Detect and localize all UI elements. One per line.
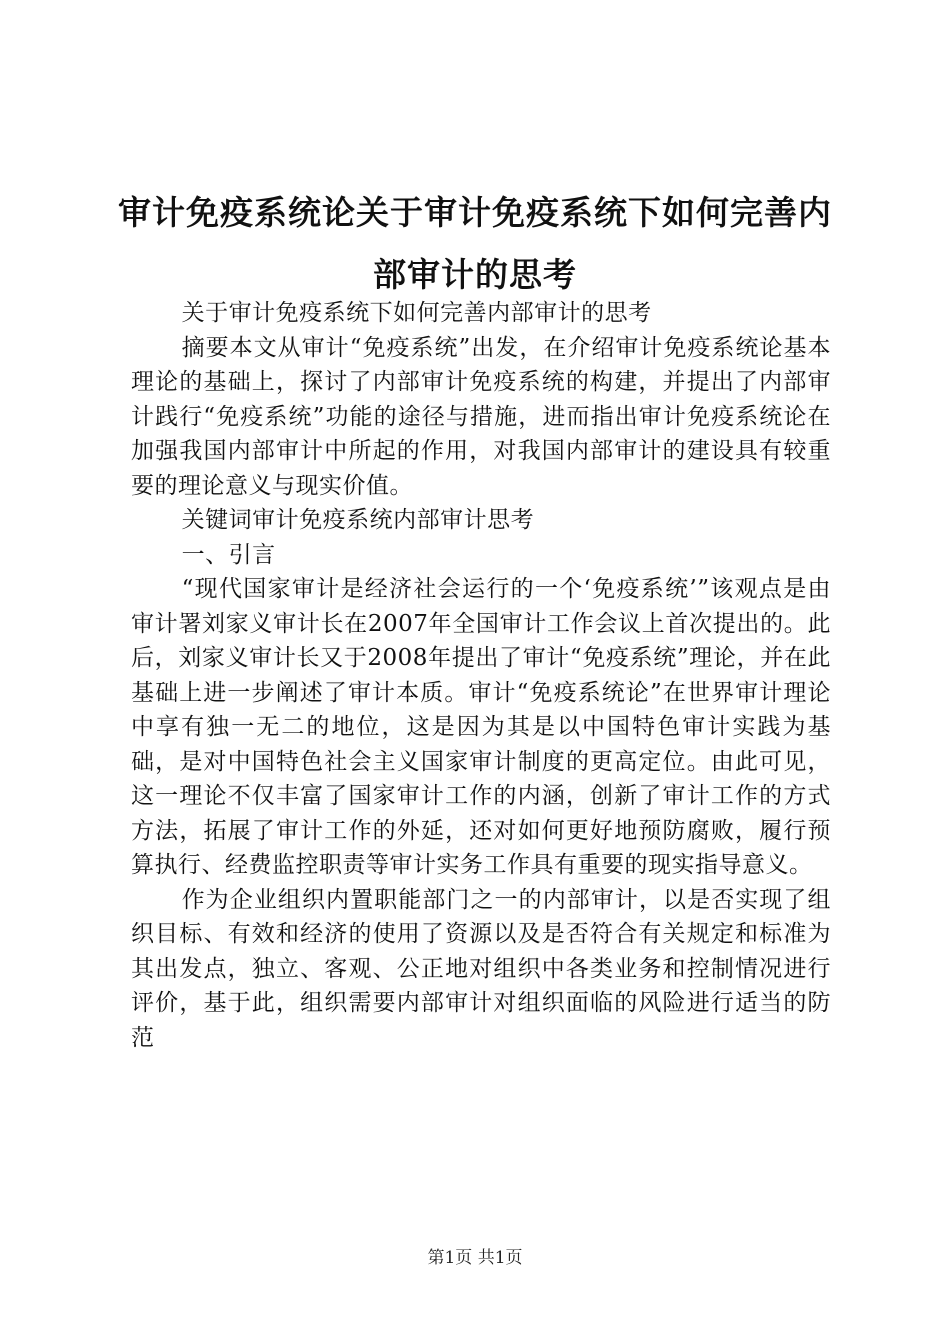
document-body — [131, 296, 831, 1055]
paragraph-keywords: 关键词审计免疫系统内部审计思考 — [181, 507, 535, 533]
paragraph-subtitle: 关于审计免疫系统下如何完善内部审计的思考 — [181, 300, 652, 326]
page-footer: 第1页 共1页 — [427, 1248, 523, 1268]
section-heading-introduction: 一、引言 — [181, 541, 276, 568]
paragraph-abstract: 摘要本文从审计“免疫系统”出发，在介绍审计免疫系统论基本理论的基础上，探讨了内部审计免疫系统的构建，并提出了内部审计践行“免疫系统”功能的途径与措施，进而指出审计免疫系统论在加强我国内部审计中所起的作用，对我国内部审计的建设具有较重要的理论意义与现实价值。 — [131, 334, 831, 499]
document-title: 审计免疫系统论关于审计免疫系统下如何完善内部审计的思考 — [118, 193, 832, 294]
paragraph-introduction-1: “现代国家审计是经济社会运行的一个‘免疫系统’”该观点是由审计署刘家义审计长在2007年全国审计工作会议上首次提出的。此后，刘家义审计长又于2008年提出了审计“免疫系统”理论，并在此基础上进一步阐述了审计本质。审计“免疫系统论”在世界审计理论中享有独一无二的地位，这是因为其是以中国特色审计实践为基础，是对中国特色社会主义国家审计制度的更高定位。由此可见，这一理论不仅丰富了国家审计工作的内涵，创新了审计工作的方式方法，拓展了审计工作的外延，还对如何更好地预防腐败，履行预算执行、经费监控职责等审计实务工作具有重要的现实指导意义。 — [131, 576, 831, 878]
paragraph-introduction-2: 作为企业组织内置职能部门之一的内部审计，以是否实现了组织目标、有效和经济的使用了资源以及是否符合有关规定和标准为其出发点，独立、客观、公正地对组织中各类业务和控制情况进行评价，基于此，组织需要内部审计对组织面临的风险进行适当的防范 — [131, 886, 831, 1051]
